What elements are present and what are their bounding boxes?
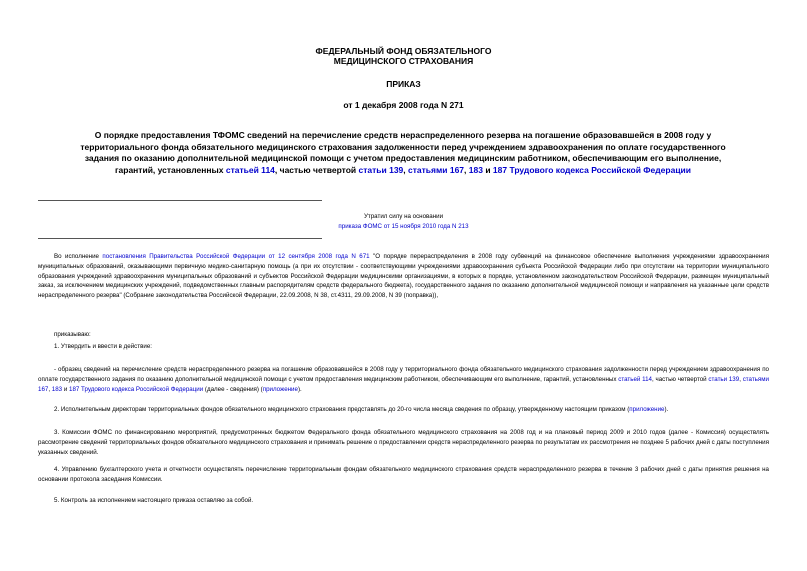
item-3: 3. Комиссии ФОМС по финансированию мероприятий, предусмотренных бюджетом Федерального фонда обязательного медицинского страхования на 2008 год и на плановый период 2009 и 2010 годов (далее - Комиссия) осуществлять рассмотрение сведений территориальных фондов обязательного медицинского страхования и принимать решение о предоставлении средств нераспределенного резерва по результатам их рассмотрения не позднее 5 рабочих дней с даты поступления указанных сведений.: [38, 429, 769, 456]
preamble-text: "О порядке перераспределения в 2008 году субвенций на финансовое обеспечение выполнения учреждениями здравоохранения муниципальных образований, оказывающими первичную медико-санитарную помощь (а при их отсутствии - соответствующими учреждениями здравоохранения субъекта Российской Федерации либо при отсутствии на территории муниципального образования учреждений здравоохранения муниципальных образований и субъектов Российской Федерации медицинскими организациями, в которых в порядке, установленном законодательством Российской Федерации, размещен муниципальный заказ, за исключением медицинских учреждений, подведомственных главным распорядителям средств федерального бюджета), государственного задания по оказанию дополнительной медицинской помощи и направления на указанные цели средств нераспределенного резерва" (Собрание законодательства Российской Федерации, 22.09.2008, N 38, ст.4311, 29.09.2008, N 39 (поправка)),: [38, 253, 769, 300]
item1-link-art183[interactable]: 183: [51, 385, 63, 393]
item-1: 1. Утвердить и ввести в действие:: [54, 343, 153, 350]
item-1-sub-text: ).: [297, 385, 302, 393]
title-link-art167[interactable]: статьями 167: [408, 164, 465, 175]
item-1-sub-text: - образец сведений на перечисление средств нераспределенного резерва на погашение образовавшейся в 2008 году у территориального фонда обязательного медицинского страхования задолженности перед учреждением здравоохранения по оплате государственного задания по оказанию дополнительной медицинской помощи с учетом предоставления медицинским работником, обеспечивающим его выполнение, гарантий, установленных: [38, 366, 769, 383]
org-name-line1: ФЕДЕРАЛЬНЫЙ ФОНД ОБЯЗАТЕЛЬНОГО: [315, 46, 492, 56]
item-1-sub-text: ,: [739, 375, 743, 383]
item-2: [38, 405, 769, 415]
title-text-part: и: [482, 164, 493, 175]
preamble-paragraph: [38, 252, 769, 301]
item-1-sub-text: и: [62, 385, 70, 393]
invalid-notice-link[interactable]: приказа ФОМС от 15 ноября 2010 года N 213: [338, 223, 469, 230]
doc-date-number: от 1 декабря 2008 года N 271: [343, 100, 464, 110]
item-1-sub-text: ,: [48, 385, 52, 393]
title-text-part: ,: [464, 164, 469, 175]
item1-link-appendix[interactable]: приложение: [262, 385, 298, 393]
item-1-sub-text: (далее - сведения) (: [203, 385, 263, 393]
title-link-art139[interactable]: статьи 139: [358, 164, 404, 175]
item1-link-art114[interactable]: статьей 114: [618, 375, 652, 383]
title-text-part: ,: [403, 164, 409, 175]
doc-type: ПРИКАЗ: [386, 79, 421, 89]
item1-link-art187-labor-code[interactable]: 187 Трудового кодекса Российской Федерации: [69, 385, 204, 393]
doc-title-text: О порядке предоставления ТФОМС сведений на перечисление средств нераспределенного резерва на погашение образовавшейся в 2008 году у территориального фонда обязательного медицинского страхования задолженности перед учреждением здравоохранения по оплате государственного задания по оказанию дополнительной медицинской помощи с учетом предоставления медицинским работником, обеспечивающим его выполнение, гарантий, установленных: [80, 130, 726, 175]
divider-bottom: [38, 238, 322, 239]
title-link-art183[interactable]: 183: [468, 164, 483, 175]
item2-link-appendix[interactable]: приложение: [629, 406, 665, 413]
divider-top: [38, 200, 322, 201]
item-5: 5. Контроль за исполнением настоящего приказа оставляю за собой.: [54, 497, 254, 504]
item-1-sub-text: , частью четвертой: [651, 375, 709, 383]
item-2-text: 2. Исполнительным директорам территориальных фондов обязательного медицинского страхования представлять до 20-го числа месяца сведения по образцу, утвержденному настоящим приказом (: [54, 406, 630, 413]
org-name-line2: МЕДИЦИНСКОГО СТРАХОВАНИЯ: [333, 56, 474, 66]
title-link-art114[interactable]: статьей 114: [225, 164, 275, 175]
item-1-sub: [38, 365, 769, 394]
doc-title: [72, 130, 734, 176]
item1-link-art139[interactable]: статьи 139: [708, 375, 740, 383]
order-word: приказываю:: [54, 331, 91, 338]
preamble-text: Во исполнение: [54, 253, 103, 260]
title-text-part: , частью четвертой: [274, 164, 359, 175]
invalid-notice: [250, 212, 557, 232]
org-name: [0, 46, 807, 66]
item-4: 4. Управлению бухгалтерского учета и отчетности осуществлять перечисление территориальным фондам обязательного медицинского страхования средств нераспределенного резерва в течение 3 рабочих дней с даты принятия решения на основании протокола заседания Комиссии.: [38, 466, 769, 483]
item1-link-art167[interactable]: статьями 167: [38, 375, 769, 393]
item-2-text: ).: [664, 406, 669, 413]
preamble-link-decree-671[interactable]: постановления Правительства Российской Федерации от 12 сентября 2008 года N 671: [102, 253, 370, 260]
title-link-art187-labor-code[interactable]: 187 Трудового кодекса Российской Федерации: [492, 164, 692, 175]
invalid-notice-text: Утратил силу на основании: [363, 213, 444, 220]
